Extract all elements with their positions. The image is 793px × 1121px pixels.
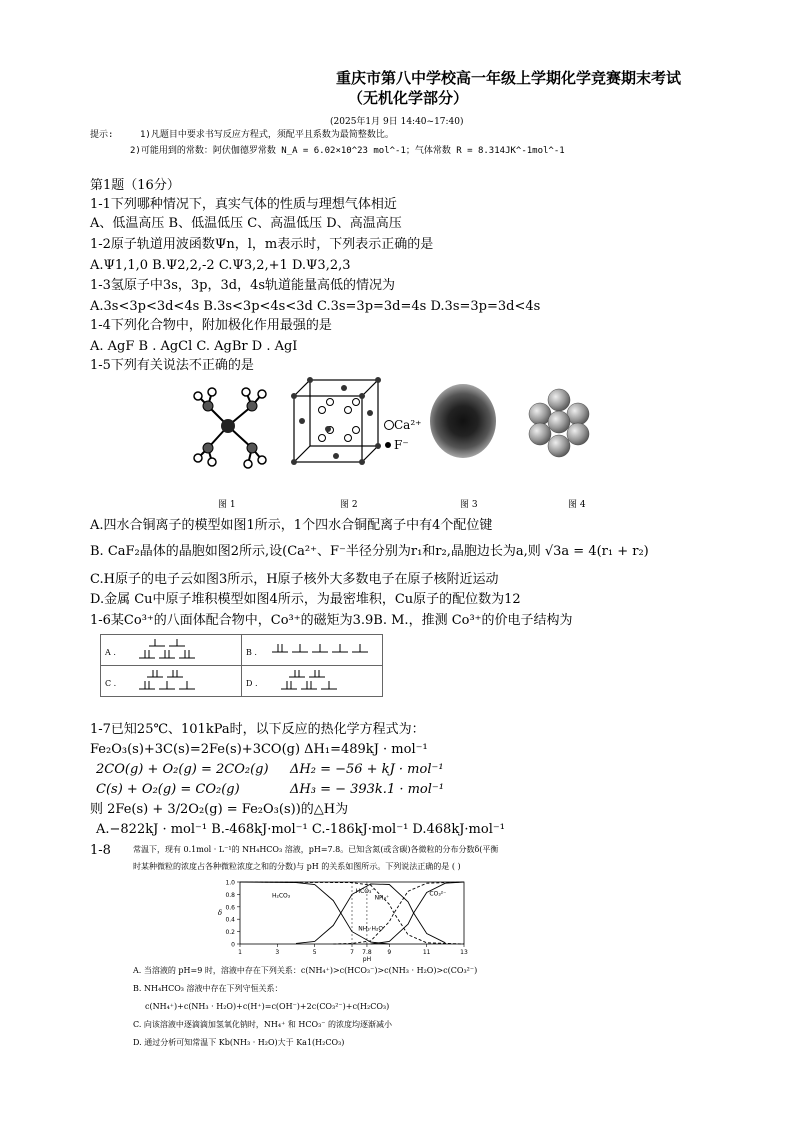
figure-4-close-packing [526, 388, 592, 458]
x-axis-label: pH [362, 956, 372, 963]
x-tick-label: 1 [238, 949, 242, 956]
series-line [371, 882, 464, 944]
f-legend-label: F⁻ [394, 438, 409, 452]
option-c-orbitals [121, 669, 231, 693]
equation-2-right: ΔH₂ = −56 + kJ · mol⁻¹ [290, 762, 444, 777]
figure-4-caption: 图 4 [568, 500, 586, 510]
question-1-5-option-a: A.四水合铜离子的模型如图1所示，1个四水合铜配离子中有4个配位键 [90, 518, 493, 533]
question-1-3: 1-3氢原子中3s，3p，3d，4s轨道能量高低的情况为 [90, 278, 396, 293]
question-1-1-options: A、低温高压 B、低温低压 C、高温低压 D、高温高压 [90, 216, 402, 231]
option-a-label: A . [105, 647, 116, 657]
equation-1: Fe₂O₃(s)+3C(s)=2Fe(s)+3CO(g) ΔH₁=489kJ · mol⁻¹ [90, 742, 428, 757]
section-heading: 第1题（16分） [90, 178, 180, 193]
equation-3-right: ΔH₃ = − 393k.1 · mol⁻¹ [290, 782, 444, 797]
equation-3-left: C(s) + O₂(g) = CO₂(g) [96, 782, 240, 797]
note-1: 1)凡题目中要求书写反应方程式，须配平且系数为最简整数比。 [140, 130, 394, 140]
option-c-label: C . [105, 678, 117, 688]
x-tick-label: 9 [387, 949, 392, 956]
series-label: HCO₃⁻ [355, 888, 375, 896]
question-1-3-options: A.3s<3p<3d<4s B.3s<3p<4s<3d C.3s=3p=3d=4s D.3s=3p=3d<4s [90, 299, 541, 314]
x-tick-label: 13 [460, 949, 468, 956]
exam-title: 重庆市第八中学校高一年级上学期化学竞赛期末考试 [336, 69, 682, 87]
question-1-8-stem-line2: 时某种微粒的浓度占各种微粒浓度之和的分数)与 pH 的关系如图所示。下列说法正确的是 ( ) [133, 862, 461, 871]
option-a-orbitals [121, 638, 231, 662]
question-1-8-option-c: C. 向该溶液中逐滴滴加氢氧化钠时，NH₄⁺ 和 HCO₃⁻ 的浓度均逐渐减小 [133, 1020, 393, 1029]
series-label: NH₃·H₂O [358, 925, 384, 933]
ca-legend-label: Ca²⁺ [394, 418, 422, 432]
y-tick-label: 0.6 [225, 904, 235, 912]
figure-1-molecule-model [190, 382, 270, 470]
question-1-7: 1-7已知25℃、101kPa时，以下反应的热化学方程式为： [90, 722, 425, 737]
equation-2-left: 2CO(g) + O₂(g) = 2CO₂(g) [96, 762, 269, 777]
series-label: H₂CO₃ [271, 892, 291, 900]
option-d-label: D . [246, 678, 258, 688]
question-1-8-number: 1-8 [90, 843, 111, 858]
exam-time: (2025年1月 9日 14:40~17:40) [330, 117, 464, 127]
question-1-8-option-a: A. 当溶液的 pH=9 时，溶液中存在下列关系：c(NH₄⁺)>c(HCO₃⁻)>c(NH₃ · H₂O)>c(CO₃²⁻) [133, 966, 478, 975]
option-b-orbitals [262, 638, 372, 662]
question-1-8-option-b: B. NH₄HCO₃ 溶液中存在下列守恒关系： [133, 984, 283, 993]
question-1-7-options: A.−822kJ · mol⁻¹ B.-468kJ·mol⁻¹ C.-186kJ·mol⁻¹ D.468kJ·mol⁻¹ [96, 822, 505, 837]
option-b-cell [242, 635, 383, 666]
notes-label: 提示: [90, 130, 114, 140]
y-tick-label: 0.4 [225, 916, 235, 924]
option-a-cell [101, 635, 242, 666]
x-tick-label: 5 [312, 949, 317, 956]
question-1-5-option-c: C.H原子的电子云如图3所示，H原子核外大多数电子在原子核附近运动 [90, 572, 499, 587]
y-tick-label: 1.0 [225, 879, 235, 887]
figure-2-caption: 图 2 [340, 500, 358, 510]
x-tick-label: 7 [350, 949, 354, 956]
question-1-8-stem-line1: 常温下，现有 0.1mol · L⁻¹的 NH₄HCO₃ 溶液，pH=7.8。已知含氮(或含碳)各微粒的分布分数δ(平衡 [133, 845, 499, 854]
y-tick-label: 0.8 [225, 891, 235, 899]
figure-3-electron-cloud [430, 384, 496, 458]
figure-1-caption: 图 1 [218, 500, 236, 510]
question-1-4-options: A. AgF B . AgCl C. AgBr D . AgI [90, 339, 298, 354]
y-tick-label: 0.2 [225, 929, 235, 937]
distribution-chart [212, 876, 472, 963]
figure-3-caption: 图 3 [460, 500, 478, 510]
question-1-8-option-b-eq: c(NH₄⁺)+c(NH₃ · H₂O)+c(H⁺)=c(OH⁻)+2c(CO₃²⁻)+c(H₂CO₃) [145, 1002, 390, 1011]
option-c-cell [101, 666, 242, 697]
x-tick-label: 3 [275, 949, 280, 956]
question-1-5-option-b: B. CaF₂晶体的晶胞如图2所示,设(Ca²⁺、F⁻半径分别为r₁和r₂,晶胞边长为a,则 √3a = 4(r₁ + r₂) [90, 544, 649, 559]
question-1-1: 1-1下列哪种情况下，真实气体的性质与理想气体相近 [90, 197, 397, 212]
option-d-cell [242, 666, 383, 697]
question-1-2-options: A.Ψ1,1,0 B.Ψ2,2,-2 C.Ψ3,2,+1 D.Ψ3,2,3 [90, 258, 351, 273]
question-1-8-option-d: D. 通过分析可知常温下 Kb(NH₃ · H₂O)大于 Ka1(H₂CO₃) [133, 1038, 345, 1047]
f-legend-marker [385, 442, 391, 448]
series-label: CO₃²⁻ [429, 890, 447, 898]
ca-legend-marker [384, 420, 394, 430]
option-b-label: B . [246, 647, 257, 657]
option-d-orbitals [263, 669, 373, 693]
question-1-2: 1-2原子轨道用波函数Ψn，l，m表示时，下列表示正确的是 [90, 237, 434, 252]
question-1-6: 1-6某Co³⁺的八面体配合物中，Co³⁺的磁矩为3.9B. M.，推测 Co³⁺的价电子结构为 [90, 613, 573, 628]
y-tick-label: 0 [231, 941, 235, 949]
question-1-5-option-d: D.金属 Cu中原子堆积模型如图4所示，为最密堆积，Cu原子的配位数为12 [90, 592, 521, 607]
question-1-4: 1-4下列化合物中，附加极化作用最强的是 [90, 318, 332, 333]
question-1-5: 1-5下列有关说法不正确的是 [90, 358, 254, 373]
series-label: NH₄⁺ [374, 894, 390, 902]
exam-subtitle: （无机化学部分） [348, 89, 469, 107]
x-tick-label: 11 [422, 949, 431, 956]
x-tick-label: 7.8 [362, 949, 372, 956]
note-2: 2)可能用到的常数：阿伏伽德罗常数 N_A = 6.02×10^23 mol^-1；气体常数 R = 8.314JK^-1mol^-1 [130, 146, 565, 156]
y-axis-label: δ [217, 909, 223, 917]
figure-2-caf2-unit-cell [286, 376, 386, 466]
question-1-7-ask: 则 2Fe(s) + 3/2O₂(g) = Fe₂O₃(s))的△H为 [90, 802, 349, 817]
electron-config-options [100, 634, 383, 697]
